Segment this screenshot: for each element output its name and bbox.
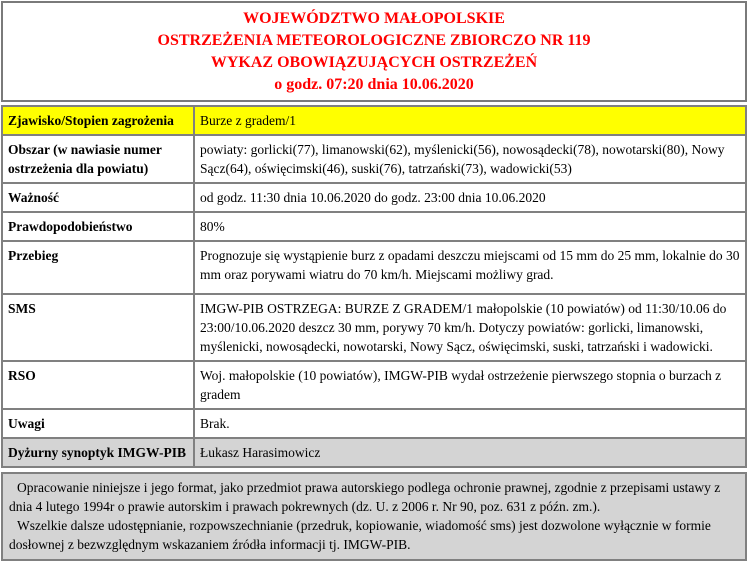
copyright-paragraph-2: Wszelkie dalsze udostępnianie, rozpowszechnianie (przedruk, kopiowanie, wiadomość sms) jest dozwolone wyłącznie w formie dosłownej z bezwzględnym wskazaniem źródła informacji tj. IMGW-PIB. (9, 518, 711, 552)
table-row-synoptic (2, 438, 746, 467)
table-row-area (2, 135, 746, 183)
bulletin-header (1, 1, 747, 102)
row-label-cell: Prawdopodobieństwo (2, 212, 194, 241)
row-value-cell: powiaty: gorlicki(77), limanowski(62), myślenicki(56), nowosądecki(78), nowotarski(80), Nowy Sącz(64), oświęcimski(46), suski(76), tatrzański(73), wadowicki(53) (194, 135, 746, 183)
table-row-validity (2, 183, 746, 212)
row-label-cell: RSO (2, 361, 194, 409)
warning-bulletin (1, 1, 747, 561)
header-voivodeship: WOJEWÓDZTWO MAŁOPOLSKIE (243, 10, 505, 27)
row-label-cell: Zjawisko/Stopien zagrożenia (2, 106, 194, 135)
row-value-cell: Brak. (194, 409, 746, 438)
row-value-cell: od godz. 11:30 dnia 10.06.2020 do godz. 23:00 dnia 10.06.2020 (194, 183, 746, 212)
table-row-probability (2, 212, 746, 241)
header-subtitle: WYKAZ OBOWIĄZUJĄCYCH OSTRZEŻEŃ (210, 54, 538, 71)
row-label-cell: Dyżurny synoptyk IMGW-PIB (2, 438, 194, 467)
table-row-sms (2, 294, 746, 361)
table-row-course (2, 241, 746, 294)
row-label-cell: SMS (2, 294, 194, 361)
header-bulletin-title: OSTRZEŻENIA METEOROLOGICZNE ZBIORCZO NR 119 (157, 32, 591, 49)
table-row-phenomenon (2, 106, 746, 135)
row-value-cell: Woj. małopolskie (10 powiatów), IMGW-PIB wydał ostrzeżenie pierwszego stopnia o burzach z gradem (194, 361, 746, 409)
table-row-rso (2, 361, 746, 409)
row-value-cell: Burze z gradem/1 (194, 106, 746, 135)
row-label-cell: Przebieg (2, 241, 194, 294)
row-value-cell: 80% (194, 212, 746, 241)
copyright-paragraph-1: Opracowanie niniejsze i jego format, jako przedmiot prawa autorskiego podlega ochronie prawnej, zgodnie z przepisami ustawy z dnia 4 lutego 1994r o prawie autorskim i prawach pokrewnych (dz. U. z 2006 r. Nr 90, poz. 631 z późn. zm.). (9, 480, 721, 514)
row-label-cell: Uwagi (2, 409, 194, 438)
copyright-footer (1, 472, 747, 561)
row-value-cell: IMGW-PIB OSTRZEGA: BURZE Z GRADEM/1 małopolskie (10 powiatów) od 11:30/10.06 do 23:00/10.06.2020 deszcz 30 mm, porywy 70 km/h. Dotyczy powiatów: gorlicki, limanowski, myślenicki, nowosądecki, nowotarski, Nowy Sącz, oświęcimski, suski, tatrzański i wadowicki. (194, 294, 746, 361)
row-label-cell: Ważność (2, 183, 194, 212)
warning-table (1, 105, 747, 468)
row-label-cell: Obszar (w nawiasie numer ostrzeżenia dla powiatu) (2, 135, 194, 183)
row-value-cell: Prognozuje się wystąpienie burz z opadami deszczu miejscami od 15 mm do 25 mm, lokalnie do 30 mm oraz porywami wiatru do 70 km/h. Miejscami możliwy grad. (194, 241, 746, 294)
row-value-cell: Łukasz Harasimowicz (194, 438, 746, 467)
table-row-remarks (2, 409, 746, 438)
header-issue-time: o godz. 07:20 dnia 10.06.2020 (274, 76, 474, 93)
